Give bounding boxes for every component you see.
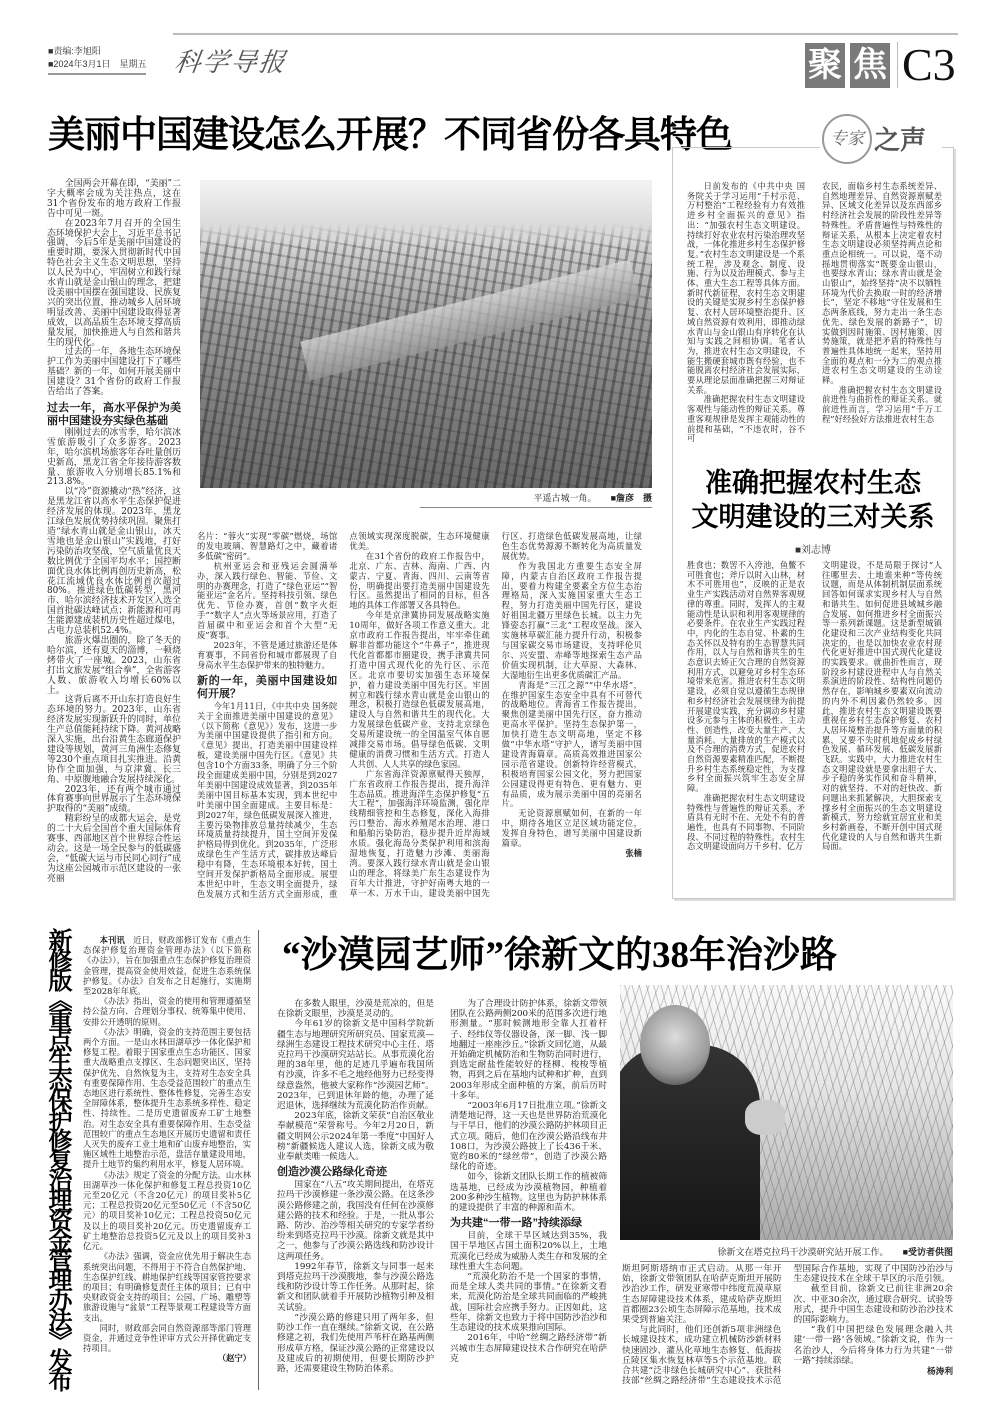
feature-photo-credit: ■受访者供图 [902,1247,953,1257]
paragraph: 胜食也；数罟不入洿池，鱼鳖不可胜食也；斧斤以时入山林，材木不可胜用也”，反映的正是农业生产实践活动对自然界客观规律的尊重。同时，发挥人的主观能动性是认识和利用客观规律的必要条件。在农业生产实践过程中，内化的生态自觉、朴素的生态关怀以及特有的生态智慧共同作用，以人与自然和谐共生的生态意识去矫正欠合理的自然资源利用方式，以避免对乡村生态环境带来危害。推进农村生态文明建设，必须自觉以遵循生态规律和乡村经济社会发展规律为前提开展建设实践，充分调动乡村建设多元参与主体的积极性、主动性、创造性，改变大量生产、大量消耗、大量排放的生产模式以及不合理的消费方式，促进农村自然资源要素精准匹配，不断提升乡村生态系统稳定性，为支撑乡村全面振兴筑牢生态安全屏障。 [687,560,805,794]
header-info [48,45,146,75]
masthead-logo: 科学导报 [172,48,289,78]
person-hand [745,1100,785,1135]
dateline: 本刊讯 [99,935,125,945]
expert-headline-line: 文明建设的三对关系 [691,502,935,532]
paragraph: 《办法》明确，资金的支持范围主要包括两个方面。一是山水林田湖草沙一体化保护和修复工程。着眼于国家重点生态功能区、国家重大战略重点支撑区、生态问题突出区，坚持保护优先、自然恢复为主，支持对生态安全具有重要保障作用、生态受益范围较广的重点生态地区进行系统性、整体性修复，完善生态安全屏障体系，整体提升生态系统多样性、稳定性、持续性。二是历史遗留废弃工矿土地整治。对生态安全具有重要保障作用、生态受益范围较广的重点生态地区开展历史遗留和责任人灭失的废弃工业土地和矿山废弃地整治，实施区域性土地整治示范，盘活存量建设用地，提升土地节约集约利用水平，修复人居环境。 [83,1026,251,1170]
paragraph: 与此同时，他们还创新5项非洲绿色长城建设技术，成功建立机械防沙新材料快速固沙、灌丛化草地生态修复、低海拔丘陵区集水恢复林草等5个示范基地。联合共建“泛非绿色长城研究中心”、获批科技部“丝绸之路经济带”生态建设技术示范型国际合作基地，实现了中国防沙治沙与生态建设技术在全球干旱区的示范引领。 [622,1264,953,1387]
feature-columns-left [277,999,607,1394]
paragraph: 今年是京津冀协同发展战略实施10周年，做好各项工作意义重大。北京市政府工作报告提出，牢牢牵住疏解非首都功能这个“牛鼻子”，推进现代化首都都市圈建设，携手津冀共同打造中国式现代化的先行区、示范区。北京市要切实加强生态环境保护，着力建设美丽中国先行区。牢固树立和践行绿水青山就是金山银山的理念，积极打造绿色低碳发展高地，建设人与自然和谐共生的现代化。大力发展绿色低碳产业，支持北京绿色交易所建设统一的全国温室气体自愿减排交易市场。倡导绿色低碳、文明健康的消费习惯和生活方式。打造人人共创、人人共享的绿色家园。 [349,610,490,769]
paragraph: 《办法》规定了资金的分配方法。山水林田湖草沙一体化保护和修复工程总投资10亿元至20亿元（不含20亿元）的项目奖补5亿元；工程总投资20亿元至50亿元（不含50亿元）的项目奖补10亿元；工程总投资50亿元及以上的项目奖补20亿元。历史遗留废弃工矿土地整治总投资5亿元及以上的项目奖补3亿元。 [83,1169,251,1252]
paragraph: 1992年春节，徐新文与同事一起来到塔克拉玛干沙漠腹地，参与沙漠公路选线和防沙设计等工作任务。从那时起，徐新文和团队就着手开展防沙植物引种及相关试验。 [277,1261,434,1313]
paragraph: 同时，财政部会同自然资源部等部门管理资金，并通过竞争性评审方式公开择优确定支持项目。 [83,1322,251,1354]
paragraph: 旅游火爆出圈的，除了冬天的哈尔滨，还有夏天的淄博，一顿烧烤带火了一座城。2023，山东省打出文旅发展“组合拳”，全省游客人数、旅游收入均增长60%以上。 [47,635,181,696]
paragraph: 在2023年7月召开的全国生态环境保护大会上，习近平总书记强调，今后5年是美丽中国建设的重要时期，要深入贯彻新时代中国特色社会主义生态文明思想，坚持以人民为中心，牢固树立和践行绿水青山就是金山银山的理念，把建设美丽中国摆在强国建设、民族复兴的突出位置，推动城乡人居环境明显改善、美丽中国建设取得显著成效，以高品质生态环境支撑高质量发展，加快推进人与自然和谐共生的现代化。 [47,218,181,348]
paragraph: “沙漠公路的修建只用了两年多，但防沙工作一直在继续。”徐新文说，在公路修建之初，我们先使用芦苇杆在路基两侧形成草方格，保证沙漠公路的正常建设以及建成后的初期使用，但要长期防沙护路，还需要建设生物防治体系。 [277,1312,434,1374]
paragraph: 在31个省份的政府工作报告中，北京、广东、吉林、海南、广西、内蒙古、宁夏、青海、四川、云南等省份，明确提出要打造美丽中国建设先行区。虽然提出了相同的目标，但各地的具体工作部署又各具特色。 [349,550,490,611]
paragraph: 作为我国北方重要生态安全屏障，内蒙古自治区政府工作报告提出，要着力构建全要素全方位生态治理格局，深入实施国家重大生态工程，努力打造美丽中国先行区，建设好祖国北疆万里绿色长城。以主力先锋姿态打赢“三北”工程攻坚战。深入实施林草碳汇能力提升行动，积极参与国家碳交易市场建设，支持呼伦贝尔、兴安盟、赤峰等地探索生态产品价值实现机制，让大草原、大森林、大湿地衍生出更多优质碳汇产品。 [501,560,642,680]
person-head [640,1005,710,1085]
paragraph: “荒漠化防治不是一个国家的事情，而是全球人类共同的事情。”在徐新文看来，荒漠化防治是全球共同面临的严峻挑战，国际社会应携手努力。正因如此，这些年，徐新文也致力于将中国防沙治沙和生态建设的技术成果推向国际。 [450,1272,607,1334]
paragraph: 2023年，还有两个城市通过体育赛事向世界展示了生态环境保护取得的“美丽”成绩。 [47,784,181,815]
expert-logo-text: 之声 [874,125,927,155]
paragraph: 青海是“三江之源”“中华水塔”，在维护国家生态安全中具有不可替代的战略地位。青海省工作报告提出，聚焦创建美丽中国先行区，奋力推动更高水平保护。坚持生态保护第一，加快打造生态文明高地，坚定不移做“中华水塔”守护人，谱写美丽中国建设青海篇章。高质高效推进国家公园示范省建设。创新特许经营模式，积极培育国家公园文化，努力把国家公园建设得更有特色、更有魅力、更有品质，成为展示美丽中国的亮丽名片。 [501,679,642,809]
researcher-photo [620,985,953,1240]
expert-text-block [687,561,805,852]
feature-photo-caption-text: 徐新文在塔克拉玛干沙漠研究站开展工作。 [717,1248,889,1258]
photo-credit: ■詹彦 摄 [610,493,652,503]
paragraph: 这背后离不开山东打造良好生态环境的努力。2023年，山东省经济发展实现新跃升的同时，单位生产总值能耗持续下降。黄河战略深入实施，出台沿黄生态廊道保护建设等规划，黄河三角洲生态修复等230个重点项目扎实推进。沿黄协作全面加强，与京津冀、长三角、中原腹地融合发展持续深化。 [47,695,181,785]
main-left-column [47,180,181,885]
header-rule [173,33,958,35]
main-headline: 美丽中国建设怎么开展？不同省份各具特色 [48,114,732,155]
subheading: 创造沙漠公路绿化奇迹 [277,1166,387,1179]
expert-text-block [822,182,942,425]
paragraph: 精彩纷呈的成都大运会，是党的二十大后全国首个重大国际体育赛事、西部地区首个世界综合性运动会。这是一场全民参与的低碳盛会，“低碳大运与市民同心同行”成为这座公园城市示范区建设的一张亮丽 [47,814,181,884]
expert-headline [672,466,954,534]
paragraph: 2016年，中哈“丝绸之路经济带”新兴城市生态屏障建设技术合作研究在哈萨克 [450,1333,607,1364]
expert-logo-circle: 专家 [822,114,872,164]
issue-date: ■2024年3月1日 星期五 [48,58,146,75]
paragraph [83,935,251,996]
paragraph: 日前发布的《中共中央 国务院关于学习运用“千村示范、万村整治”工程经验有力有效推进乡村全面振兴的意见》指出：“加强农村生态文明建设。持续打好农业农村污染治理攻坚战，一体化推进乡村生态保护修复。”农村生态文明建设是一个系统工程，涉及观念、制度、设施、行为以及治理模式、参与主体、重大生态工程等具体方面。新时代新征程，农村生态文明建设的关键是实现乡村生态保护修复、农村人居环境整治提升、区域自然资源有效利用，即推动绿水青山与金山银山有序转化在认知与实践之间相协调。笔者认为，推进农村生态文明建设，不能生搬硬套城市既有经验，也不能脱离农村经济社会发展实际，要从理论层面准确把握三对辩证关系。 [687,181,805,395]
paragraph: 无论资源禀赋如何，在新的一年中，期待各地区立足区域功能定位，发挥自身特色，谱写美丽中国建设新篇章。 [501,808,642,849]
paragraph: “2003年6月17日批准立项。”徐新文清楚地记得，这一天也是世界防治荒漠化与干旱日，他们的沙漠公路防护林项目正式立项。随后，他们在沙漠公路沿线布井108口，为沙漠公路披上了长436千米、宽约80米的“绿丝带”，创造了沙漠公路绿化的奇迹。 [450,1101,607,1173]
feature-headline: “沙漠园艺师”徐新文的38年治沙路 [282,935,837,976]
section-label-char: 聚 [805,43,845,88]
paragraph: 广东省海洋资源禀赋得天独厚，广东省政府工作报告提出，提升海洋生态品质。推进海洋生态保护修复“五大工程”，加强海洋环境监测，强化岸线精细管控和生态修复，深化入海排污口整治、海水养殖尾水治理、港口和船舶污染防治，稳步提升近岸海域水质。强化海岛分类保护利用和滨海湿地恢复，打造魅力沙滩、美丽海湾。要深入践行绿水青山就是金山银山的理念，将绿美广东生态建设作为百年大计推进，守护好南粤大地的一草一木、万水千山，建设美丽中国先行区、打造绿色低碳发展高地，让绿色生态优势源源不断转化为高质量发展优势。 [349,531,642,898]
paragraph: 截至目前，徐新文已前往非洲20余次、中亚30余次，通过联合研究、试验等形式，提升中国生态建设和防沙治沙技术的国际影响力。 [793,1284,953,1326]
feature-photo-caption [640,1246,953,1262]
paragraph: 准确把握农村生态文明建设特殊性与普遍性的辩证关系。矛盾具有无时不在、无处不有的普遍性，也具有不同事物、不同阶段、不同过程的特殊性。农村生态文明建设面向万千乡村、亿万 [687,792,805,852]
subheading: 为共建“一带一路”持续添绿 [450,1217,582,1230]
paragraph: 杭州亚运会和亚残运会圆满举办，深入践行绿色、智能、节俭、文明的办赛理念，打造了“绿色亚运”“智能亚运”金名片。坚持科技引领、绿色优先、节俭办赛，首创“数字火炬手”“数字人”点火等场景应用，打造了首届碳中和亚运会和首个大型“无废”赛事。 [197,560,338,641]
expert-headline-line: 准确把握农村生态 [705,468,921,498]
paragraph: 目前，全球干旱区域达到35%，我国干旱地区占国土面积20%以上，土地荒漠化已经成为威胁人类生存和发展的全球性重大生态问题。 [450,1231,607,1272]
paragraph: 农民，面临乡村生态系统差异、自然地理差异、自然资源禀赋差异、区域文化差异以及东西部乡村经济社会发展的阶段性差异等特殊性。矛盾普遍性与特殊性的辩证关系，从根本上决定着农村生态文明建设必须坚持两点论和重点论相统一。可以说，毫不动摇地贯彻落实“既要金山银山，也要绿水青山；绿水青山就是金山银山”，始终坚持“决不以牺牲环境为代价去换取一时的经济增长”，坚定不移地“守住发展和生态两条底线，努力走出一条生态优先、绿色发展的新路子”，切实做到因时施策、因村施策、因势施策，就是把矛盾的特殊性与普遍性具体地统一起来，坚持用全面的观点和一分为二的观点推进农村生态文明建设的生动诠释。 [822,181,942,386]
paragraph: 在多数人眼里，沙漠是荒凉的，但是在徐新文眼里，沙漠是灵动的。 [277,999,434,1020]
feature-columns-right [622,1264,953,1400]
editor-label: ■责编:李旭阳 [48,46,101,56]
brief-vertical-headline: 新修版《重点生态保护修复治理资金管理办法》发布 [44,928,71,1388]
page-number: C3 [902,39,956,90]
photo-caption [420,492,652,508]
paragraph: 如今，徐新文团队长期工作的植被筛选基地，已经成为沙漠植物园，种植着200多种沙生植物。这里也为防护林体系的建设提供了丰富的种源和苗木。 [450,1172,607,1214]
main-lower-columns [197,532,642,900]
paragraph: 《办法》强调，资金应优先用于解决生态系统突出问题，不得用于不符合自然保护地、生态保护红线、耕地保护红线等国家管控要求的项目；有明确修复责任主体的项目；已有中央财政资金支持的项目；公园、广场、雕塑等旅游设施与“盆景”工程等景观工程建设等方面支出。 [83,1251,251,1323]
paragraph: 准确把握农村生态文明建设客观性与能动性的辩证关系。尊重客观规律是发挥主观能动性的前提和基础，“不违农时，谷不可 [687,394,805,444]
paragraph: 今年1月11日，《中共中央 国务院关于全面推进美丽中国建设的意见》（以下简称《意见》）发布，这进一步为美丽中国建设提供了指引和方向。《意见》提出，打造美丽中国建设样板，建设美丽中国先行区。《意见》共包含10个方面33条，明确了分三个阶段全面建成美丽中国，分别是到2027年美丽中国建设成效显著，到2035年美丽中国目标基本实现，到本世纪中叶美丽中国全面建成。主要目标是：到2027年，绿色低碳发展深入推进，主要污染物排放总量持续减少，生态环境质量持续提升，国土空间开发保护格局得到优化。到2035年，广泛形成绿色生产生活方式，碳排放达峰后稳中有降，生态环境根本好转，国土空间开发保护新格局全面形成。展望本世纪中叶，生态文明全面提升，绿色发展方式和生活方式全面形成，重点领域实现深度脱碳，生态环境健康优美。 [197,531,490,899]
paragraph: 文明建设，不是局限于探讨“人往哪里去、土地谁来种”等传统议题，而是从体制机制层面系统回答如何谋求实现乡村人与自然和谐共生、如何促进县域城乡融合发展、如何推进乡村全面振兴等一系列新课题。这是新型城镇化建设和三次产业结构变化共同决定的，也是以加快农业农村现代化更好推进中国式现代化建设的实践要求。就曲折性而言，现阶段乡村建设进程中人与自然关系演进的阶段性、结构性问题仍然存在，影响城乡要素双向流动的内外不利因素仍然较多。因此，推进农村生态文明建设既要重视在乡村生态保护修复、农村人居环境整治提升等方面量的积累，又要不失时机地促成乡村绿色发展、循环发展、低碳发展新飞跃。实践中，大力推进农村生态文明建设就是要拿出胆子大、步子稳的务实作风和奋斗精神，对的就坚持、不对的赶快改、新问题出来抓紧解决，大胆探索支撑乡村全面振兴的生态文明建设新模式，努力绘就宜居宜业和美乡村新画卷，不断开创中国式现代化建设的人与自然和谐共生新局面。 [822,560,942,852]
brief-column [83,935,251,1364]
paragraph: “我们中国把绿色发展理念融入共建‘一带一路’各领域。”徐新文说，作为一名治沙人，今后将身体力行为共建“一带一路”持续添绿。 [793,1325,953,1366]
expert-text-block [687,182,805,444]
photo-caption-text: 平遥古城一角。 [533,494,597,504]
paragraph: 全国两会开幕在即，“美丽”二字大概率会成为关注热点，这在31个省份发布的地方政府工作报告中可见一斑。 [47,179,181,219]
paragraph: 名片：“蓉火”实现“零碳”燃烧，场馆的发电玻璃、智慧路灯之中，藏着诸多低碳“密码”。 [197,531,338,561]
paragraph: 以“冷”资源撬动“热”经济，这是黑龙江省以高水平生态保护促进经济发展的体现。2023年，黑龙江绿色发展优势持续巩固。聚焦打造“绿水青山就是金山银山，冰天雪地也是金山银山”实践地，打好污染防治攻坚战，空气质量优良天数比例优于全国平均水平；国控断面优良水体比例再创历史新高，松花江流域优良水体比例首次超过80%。推进绿色低碳转型，黑河市、哈尔滨经济技术开发区入选全国首批碳达峰试点；新能源和可再生能源建成装机历史性超过煤电，占电力总装机52.4%。 [47,487,181,637]
byline: 张楠 [625,848,642,858]
byline: （赵宁） [217,1353,251,1364]
paragraph: 2023年，不管是通过旅游还是体育赛事，不同省份和城市都展现了自身高水平生态保护带来的独特魅力。 [197,639,338,670]
byline: 杨涛利 [926,1366,953,1377]
expert-voice-logo [820,112,942,164]
column-divider [258,930,259,1390]
city-wall-shape [300,259,640,380]
ancient-city-photo [200,180,652,488]
subheading: 过去一年，高水平保护为美丽中国建设夯实绿色基础 [47,401,181,427]
paragraph: 为了合理设计防护体系，徐新文带领团队在公路两侧200米的范围多次进行地形测量。“那时候测地形全靠人扛着杆子、经纬仪等仪器设备，深一脚、浅一脚地翻过一座座沙丘。”徐新文回忆道，从最开始确定机械防治和生物防治同时进行，到选定耐盐性能较好的柽柳、梭梭等植物，再到之后在基地内试种和扩种，直到2003年形成全面种植的方案，前后历时十多年。 [450,999,607,1101]
paragraph: 准确把握农村生态文明建设前进性与曲折性的辩证关系。就前进性而言，学习运用“千万工程”好经验好方法推进农村生态 [822,384,942,424]
expert-text-block [822,561,942,852]
paragraph-text: 近日，财政部修订发布《重点生态保护修复治理资金管理办法》（以下简称《办法》），旨在加强重点生态保护修复治理资金管理，提高资金使用效益，促进生态系统保护修复。《办法》自发布之日起施行，实施期至2028年年底。 [83,935,251,997]
paragraph: 国家在“八五”攻关期间提出，在塔克拉玛干沙漠修建一条沙漠公路。在这条沙漠公路修建之前，我国没有任何在沙漠修建公路的技术和经验。于是，一批从事公路、防沙、治沙等相关研究的专家学者纷纷来到塔克拉玛干沙漠。徐新文就是其中之一，他参与了沙漠公路选线和防沙设计这两项任务。 [277,1180,434,1262]
section-label-char: 焦 [850,43,890,88]
paragraph: 今年61岁的徐新文是中国科学院新疆生态与地理研究所研究员、国家荒漠—绿洲生态建设工程技术研究中心主任、塔克拉玛干沙漠研究站站长。从事荒漠化治理的38年里，他的足迹几乎遍布我国所有沙漠，许多不毛之地经他努力已经变得绿意盎然，他被大家称作“沙漠园艺师”。2023年，已到退休年龄的他，办理了延迟退休，选择继续为荒漠化防治作贡献。 [277,1019,434,1112]
subheading: 新的一年，美丽中国建设如何开展？ [197,674,338,700]
paragraph: 《办法》指出，资金的使用和管理遵循坚持公益方向、合理划分事权、统筹集中使用、安排公开透明的原则。 [83,996,251,1027]
paragraph: 斯坦阿斯塔纳市正式启动。从那一年开始，徐新文带领团队在哈萨克斯坦开展防沙治沙工作，研发亚寒带中纬度荒漠草原生态屏障建设技术体系，建成哈萨克斯坦首都圈23公顷生态屏障示范基地，技术成果受到普遍关注。 [622,1264,782,1326]
expert-author: ■刘志博 [794,545,832,556]
paragraph: 过去的一年，各地生态环境保护工作为美丽中国建设打下了哪些基础？新的一年，如何开展美丽中国建设？31个省份的政府工作报告给出了答案。 [47,347,181,398]
divider [897,42,898,88]
paragraph: 2023年底，徐新文荣获“自治区敬业奉献模范”荣誉称号。今年2月20日，新疆文明网公示2024年第一季度“中国好人榜”新疆候选人建议人选，徐新文成为敬业奉献类唯一候选人。 [277,1111,434,1163]
paragraph: 刚刚过去的冰雪季，哈尔滨冰雪旅游吸引了众多游客。2023年，哈尔滨机场旅客年吞吐量创历史新高，黑龙江省全年接待游客数量、旅游收入分别增长85.1%和213.8%。 [47,427,181,488]
